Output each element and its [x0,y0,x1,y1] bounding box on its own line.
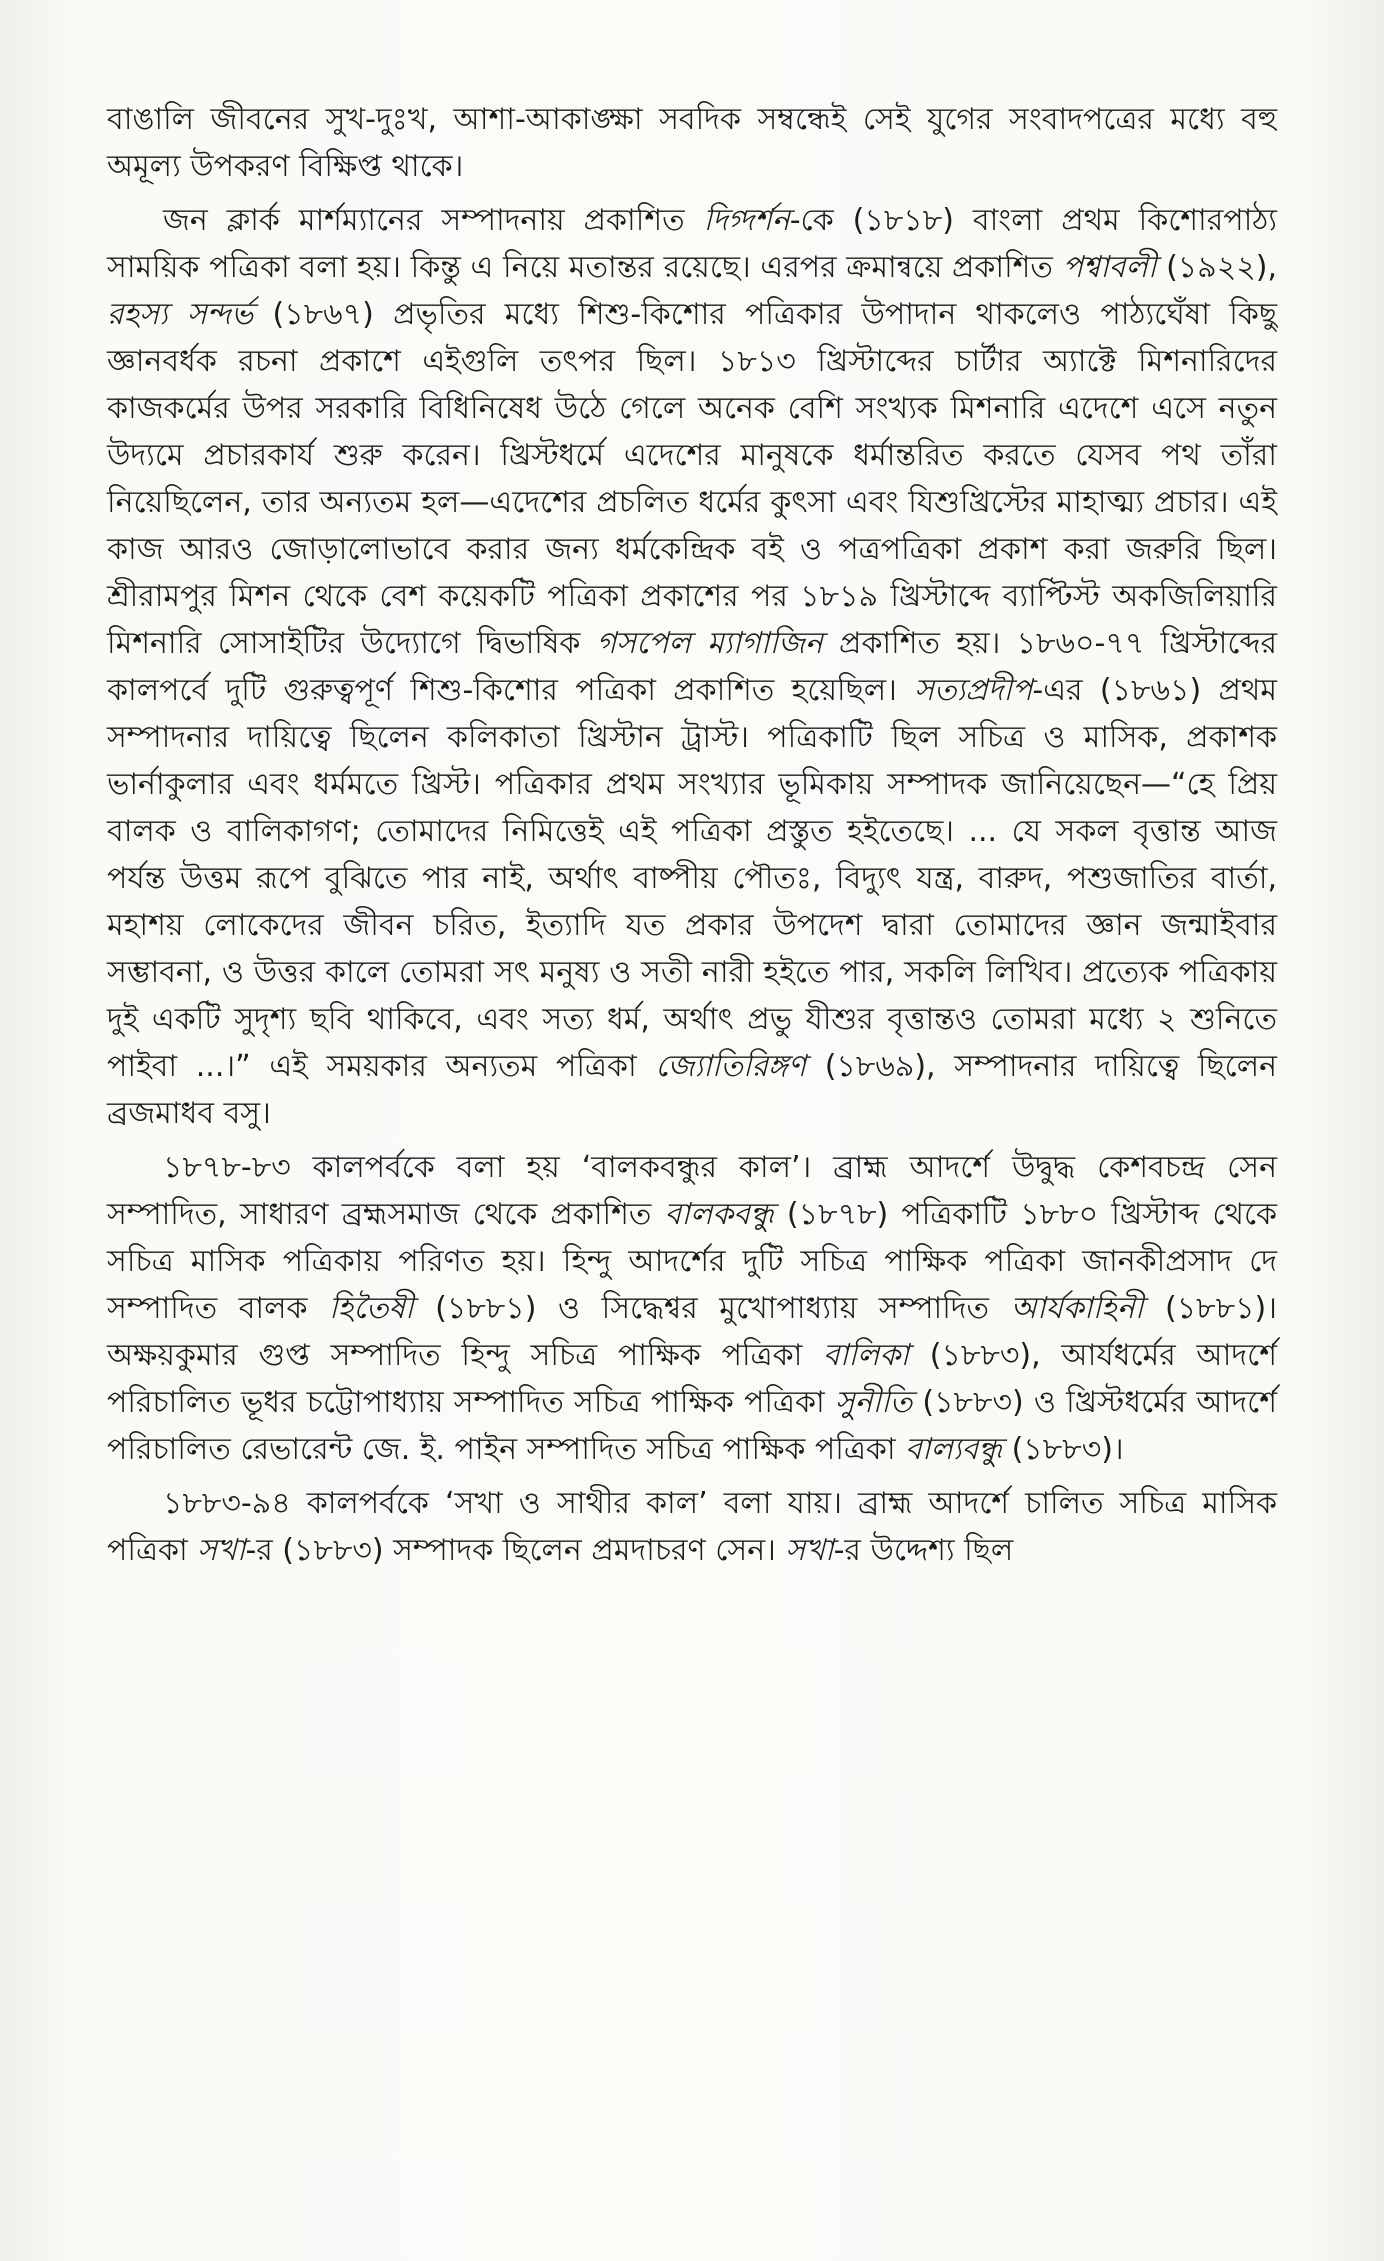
italic-title: বালিকা [823,1338,910,1373]
text-run: (১৮৮৩) ও খ্রিস্টধর্মের আদর্শে পরিচালিত রেভারেন্ট জে. ই. পাইন সম্পাদিত সচিত্র পাক্ষিক পত্রিকা [107,1385,1277,1467]
text-run: (১৮৭৮) পত্রিকাটি ১৮৮০ খ্রিস্টাব্দ থেকে সচিত্র মাসিক পত্রিকায় পরিণত হয়। হিন্দু আদর্শের দুটি সচিত্র পাক্ষিক পত্রিকা জানকীপ্রসাদ দে সম্পাদিত বালক [107,1197,1278,1326]
text-run: -র (১৮৮৩) সম্পাদক ছিলেন প্রমদাচরণ সেন। [245,1533,786,1568]
text-run: প্রকাশিত হয়। ১৮৬০-৭৭ খ্রিস্টাব্দের কালপর্বে দুটি গুরুত্বপূর্ণ শিশু-কিশোর পত্রিকা প্রকাশিত হয়েছিল। [107,626,1277,708]
paragraph [107,1480,1277,1574]
text-run: ১৮৭৮-৮৩ কালপর্বকে বলা হয় ‘বালকবন্ধুর কাল’। ব্রাহ্ম আদর্শে উদ্বুদ্ধ কেশবচন্দ্র সেন সম্পাদিত, সাধারণ ব্রহ্মসমাজ থেকে প্রকাশিত [107,1150,1277,1232]
text-run: (১৮৮১) ও সিদ্ধেশ্বর মুখোপাধ্যায় সম্পাদিত [413,1291,1011,1326]
italic-title: সুনীতি [834,1385,913,1420]
italic-title: সখা [785,1533,834,1568]
body-text [107,96,1277,1581]
paragraph [107,1144,1277,1473]
italic-title: জ্যোতিরিঙ্গণ [655,1049,806,1084]
paragraph [107,197,1277,1137]
text-run: (১৮৮১)। অক্ষয়কুমার গুপ্ত সম্পাদিত হিন্দু সচিত্র পাক্ষিক পত্রিকা [107,1291,1277,1373]
paragraph [107,96,1277,190]
text-run: ১৮৮৩-৯৪ কালপর্বকে ‘সখা ও সাথীর কাল’ বলা যায়। ব্রাহ্ম আদর্শে চালিত সচিত্র মাসিক পত্রিকা [107,1486,1277,1568]
text-run: জন ক্লার্ক মার্শম্যানের সম্পাদনায় প্রকাশিত [163,203,704,238]
text-run: -কে (১৮১৮) বাংলা প্রথম কিশোরপাঠ্য সাময়িক পত্রিকা বলা হয়। কিন্তু এ নিয়ে মতান্তর রয়েছে। এরপর ক্রমান্বয়ে প্রকাশিত [107,203,1278,285]
italic-title: পশ্বাবলী [1062,250,1157,285]
text-run: বাঙালি জীবনের সুখ-দুঃখ, আশা-আকাঙ্ক্ষা সবদিক সম্বন্ধেই সেই যুগের সংবাদপত্রের মধ্যে বহু অমূল্য উপকরণ বিক্ষিপ্ত থাকে। [107,102,1277,184]
italic-title: সখা [197,1533,246,1568]
text-run: -এর (১৮৬১) প্রথম সম্পাদনার দায়িত্বে ছিলেন কলিকাতা খ্রিস্টান ট্রাস্ট। পত্রিকাটি ছিল সচিত্র ও মাসিক, প্রকাশক ভার্নাকুলার এবং ধর্মমতে খ্রিস্ট। পত্রিকার প্রথম সংখ্যার ভূমিকায় সম্পাদক জানিয়েছেন—“হে প্রিয় বালক ও বালিকাগণ; তোমাদের নিমিত্তেই এই পত্রিকা প্রস্তুত হইতেছে। ... যে সকল বৃত্তান্ত আজ পর্যন্ত উত্তম রূপে বুঝিতে পার নাই, অর্থাৎ বাষ্পীয় পৌতঃ, বিদ্যুৎ যন্ত্র, বারুদ, পশুজাতির বার্তা, মহাশয় লোকেদের জীবন চরিত, ইত্যাদি যত প্রকার উপদেশ দ্বারা তোমাদের জ্ঞান জন্মাইবার সম্ভাবনা, ও উত্তর কালে তোমরা সৎ মনুষ্য ও সতী নারী হইতে পার, সকলি লিখিব। প্রত্যেক পত্রিকায় দুই একটি সুদৃশ্য ছবি থাকিবে, এবং সত্য ধর্ম, অর্থাৎ প্রভু যীশুর বৃত্তান্তও তোমরা মধ্যে ২ শুনিতে পাইবা ...।” এই সময়কার অন্যতম পত্রিকা [107,673,1278,1084]
text-run: (১৮৮৩)। [1002,1432,1124,1467]
text-run: (১৮৬৭) প্রভৃতির মধ্যে শিশু-কিশোর পত্রিকার উপাদান থাকলেও পাঠ্যঘেঁষা কিছু জ্ঞানবর্ধক রচনা প্রকাশে এইগুলি তৎপর ছিল। ১৮১৩ খ্রিস্টাব্দের চার্টার অ্যাক্টে মিশনারিদের কাজকর্মের উপর সরকারি বিধিনিষেধ উঠে গেলে অনেক বেশি সংখ্যক মিশনারি এদেশে এসে নতুন উদ্যমে প্রচারকার্য শুরু করেন। খ্রিস্টধর্মে এদেশের মানুষকে ধর্মান্তরিত করতে যেসব পথ তাঁরা নিয়েছিলেন, তার অন্যতম হল—এদেশের প্রচলিত ধর্মের কুৎসা এবং যিশুখ্রিস্টের মাহাত্ম্য প্রচার। এই কাজ আরও জোড়ালোভাবে করার জন্য ধর্মকেন্দ্রিক বই ও পত্রপত্রিকা প্রকাশ করা জরুরি ছিল। শ্রীরামপুর মিশন থেকে বেশ কয়েকটি পত্রিকা প্রকাশের পর ১৮১৯ খ্রিস্টাব্দে ব্যাপ্টিস্ট অকজিলিয়ারি মিশনারি সোসাইটির উদ্যোগে দ্বিভাষিক [107,297,1277,661]
text-run: (১৯২২), [1156,250,1277,285]
italic-title: গসপেল ম্যাগাজিন [596,626,823,661]
italic-title: সত্যপ্রদীপ [914,673,1033,708]
italic-title: দিগ্দর্শন [703,203,790,238]
text-run: (১৮৬৯), সম্পাদনার দায়িত্বে ছিলেন ব্রজমাধব বসু। [107,1049,1278,1131]
italic-title: আর্যকাহিনী [1010,1291,1144,1326]
italic-title: বালকবন্ধু [664,1197,774,1232]
italic-title: হিতৈষী [329,1291,414,1326]
text-run: -র উদ্দেশ্য ছিল [833,1533,1014,1568]
italic-title: বাল্যবন্ধু [905,1432,1003,1467]
text-run: (১৮৮৩), আর্যধর্মের আদর্শে পরিচালিত ভূধর চট্টোপাধ্যায় সম্পাদিত সচিত্র পাক্ষিক পত্রিকা [107,1338,1277,1420]
italic-title: রহস্য সন্দর্ভ [107,297,254,332]
